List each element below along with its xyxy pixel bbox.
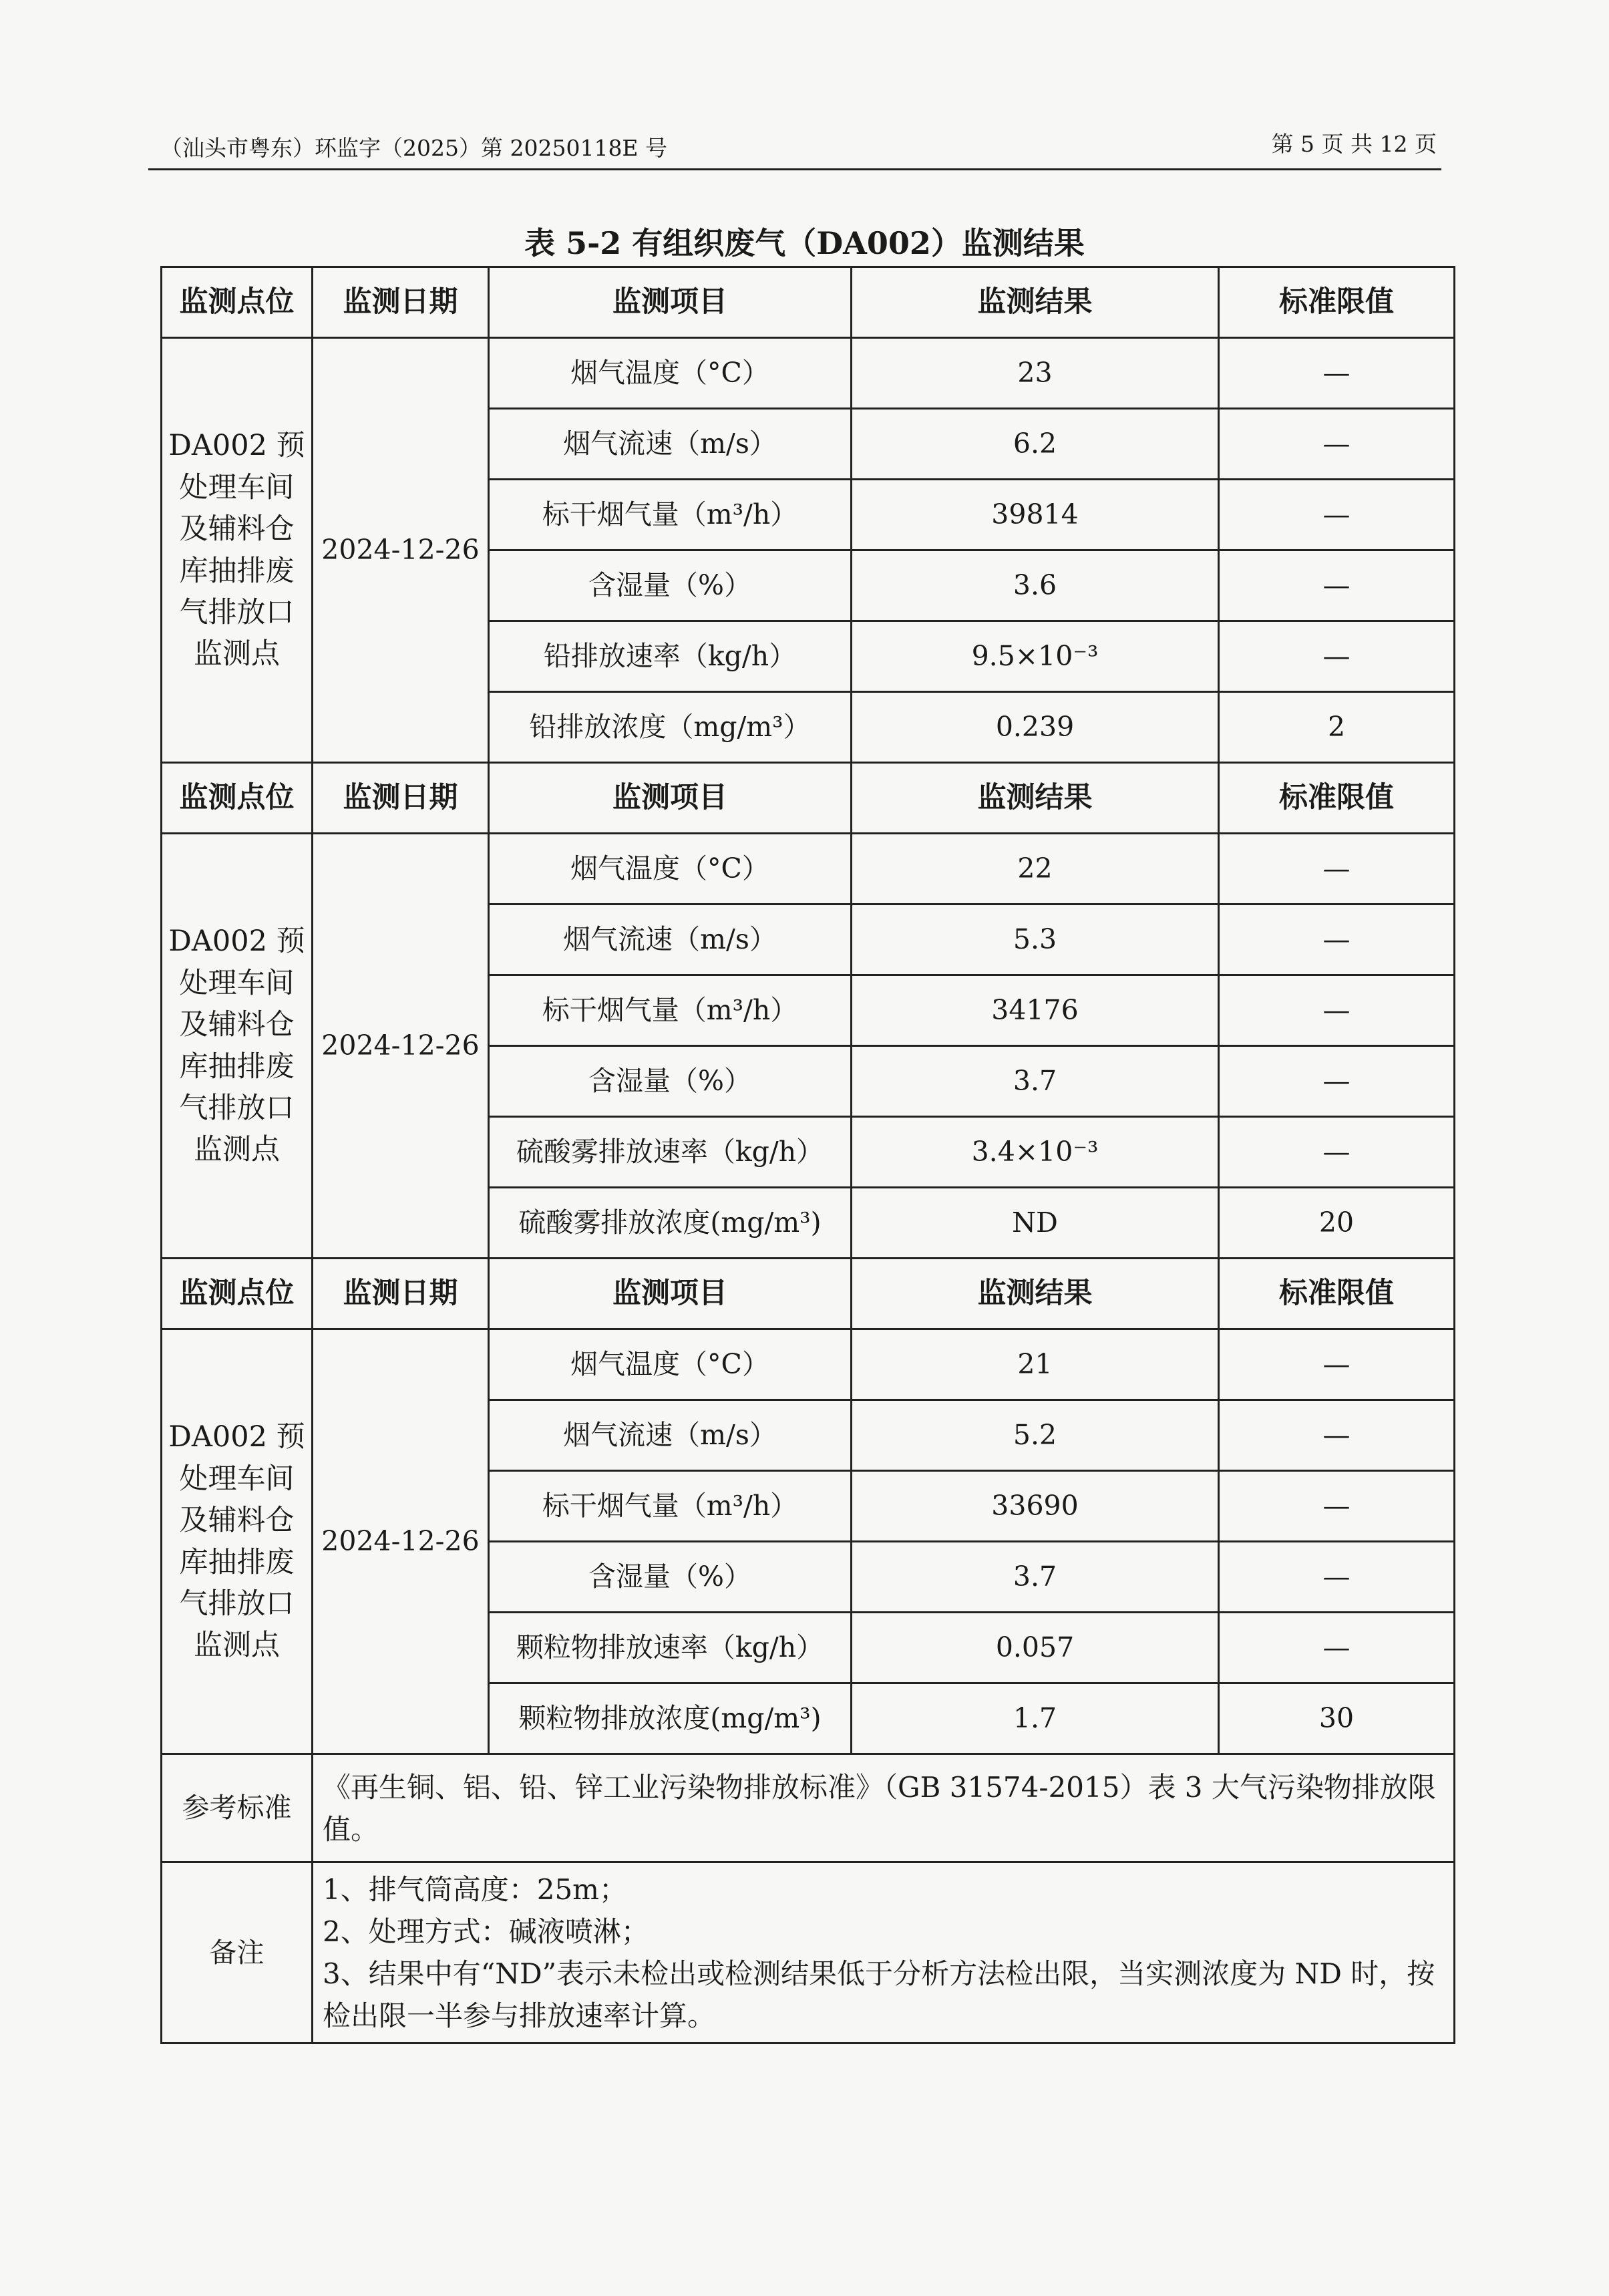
- monitoring-result: 3.7: [852, 1542, 1219, 1613]
- standard-limit: —: [1219, 480, 1455, 550]
- monitoring-result: 0.057: [852, 1613, 1219, 1683]
- remarks-text: [313, 1862, 1455, 2043]
- monitoring-item: 标干烟气量（m³/h）: [489, 480, 852, 550]
- monitoring-result: ND: [852, 1188, 1219, 1259]
- report-number: （汕头市粤东）环监字（2025）第 20250118E 号: [160, 135, 668, 161]
- remarks-row: [162, 1862, 1455, 2043]
- column-header-row: [162, 763, 1455, 834]
- table-title: 表 5-2 有组织废气（DA002）监测结果: [524, 225, 1085, 261]
- monitoring-item: 标干烟气量（m³/h）: [489, 975, 852, 1046]
- column-header: 标准限值: [1219, 763, 1455, 834]
- monitoring-date: 2024-12-26: [313, 834, 489, 1259]
- monitoring-item: 硫酸雾排放浓度(mg/m³): [489, 1188, 852, 1259]
- column-header: 监测项目: [489, 763, 852, 834]
- standard-limit: —: [1219, 905, 1455, 975]
- column-header-row: [162, 267, 1455, 338]
- remark-line: 1、排气筒高度：25m；: [323, 1873, 627, 1906]
- monitoring-item: 颗粒物排放浓度(mg/m³): [489, 1683, 852, 1754]
- monitoring-item: 颗粒物排放速率（kg/h）: [489, 1613, 852, 1683]
- standard-limit: 20: [1219, 1188, 1455, 1259]
- monitoring-date: 2024-12-26: [313, 338, 489, 763]
- monitoring-item: 含湿量（%）: [489, 550, 852, 621]
- standard-limit: 2: [1219, 692, 1455, 763]
- monitoring-item: 硫酸雾排放速率（kg/h）: [489, 1117, 852, 1188]
- column-header: 监测项目: [489, 267, 852, 338]
- remarks-label: 备注: [162, 1862, 313, 2043]
- standard-limit: —: [1219, 1542, 1455, 1613]
- monitoring-item: 烟气温度（°C）: [489, 1329, 852, 1400]
- monitoring-result: 0.239: [852, 692, 1219, 763]
- table-row: [162, 338, 1455, 409]
- monitoring-item: 含湿量（%）: [489, 1046, 852, 1117]
- column-header: 监测日期: [313, 267, 489, 338]
- standard-limit: —: [1219, 1046, 1455, 1117]
- monitoring-item: 烟气温度（°C）: [489, 338, 852, 409]
- page-indicator: 第 5 页 共 12 页: [1271, 131, 1437, 157]
- monitoring-result: 21: [852, 1329, 1219, 1400]
- column-header: 标准限值: [1219, 1259, 1455, 1329]
- column-header: 监测结果: [852, 763, 1219, 834]
- monitoring-result: 6.2: [852, 409, 1219, 480]
- reference-text: 《再生铜、铝、铅、锌工业污染物排放标准》（GB 31574-2015）表 3 大气污染物排放限值。: [313, 1754, 1455, 1862]
- monitoring-location: DA002 预处理车间及辅料仓库抽排废气排放口监测点: [162, 338, 313, 763]
- monitoring-result: 3.7: [852, 1046, 1219, 1117]
- monitoring-result: 5.2: [852, 1400, 1219, 1471]
- standard-limit: —: [1219, 1117, 1455, 1188]
- standard-limit: 30: [1219, 1683, 1455, 1754]
- reference-row: [162, 1754, 1455, 1862]
- monitoring-item: 铅排放速率（kg/h）: [489, 621, 852, 692]
- table-row: [162, 834, 1455, 905]
- reference-label: 参考标准: [162, 1754, 313, 1862]
- monitoring-result: 23: [852, 338, 1219, 409]
- column-header: 监测日期: [313, 763, 489, 834]
- standard-limit: —: [1219, 1471, 1455, 1542]
- standard-limit: —: [1219, 1400, 1455, 1471]
- header-divider: [148, 168, 1441, 170]
- monitoring-result: 33690: [852, 1471, 1219, 1542]
- column-header: 监测点位: [162, 267, 313, 338]
- monitoring-result: 3.4×10⁻³: [852, 1117, 1219, 1188]
- monitoring-date: 2024-12-26: [313, 1329, 489, 1754]
- monitoring-result: 9.5×10⁻³: [852, 621, 1219, 692]
- monitoring-result: 1.7: [852, 1683, 1219, 1754]
- monitoring-item: 标干烟气量（m³/h）: [489, 1471, 852, 1542]
- monitoring-item: 铅排放浓度（mg/m³）: [489, 692, 852, 763]
- column-header: 监测结果: [852, 267, 1219, 338]
- monitoring-item: 烟气温度（°C）: [489, 834, 852, 905]
- monitoring-result: 39814: [852, 480, 1219, 550]
- monitoring-item: 烟气流速（m/s）: [489, 409, 852, 480]
- standard-limit: —: [1219, 621, 1455, 692]
- standard-limit: —: [1219, 409, 1455, 480]
- monitoring-location: DA002 预处理车间及辅料仓库抽排废气排放口监测点: [162, 834, 313, 1259]
- standard-limit: —: [1219, 975, 1455, 1046]
- monitoring-item: 烟气流速（m/s）: [489, 1400, 852, 1471]
- monitoring-result: 3.6: [852, 550, 1219, 621]
- remark-line: 2、处理方式：碱液喷淋；: [323, 1915, 649, 1948]
- monitoring-item: 烟气流速（m/s）: [489, 905, 852, 975]
- monitoring-result: 5.3: [852, 905, 1219, 975]
- monitoring-item: 含湿量（%）: [489, 1542, 852, 1613]
- column-header: 监测点位: [162, 763, 313, 834]
- standard-limit: —: [1219, 550, 1455, 621]
- column-header: 标准限值: [1219, 267, 1455, 338]
- table-row: [162, 1329, 1455, 1400]
- column-header: 监测结果: [852, 1259, 1219, 1329]
- standard-limit: —: [1219, 1329, 1455, 1400]
- column-header: 监测项目: [489, 1259, 852, 1329]
- monitoring-results-table: [160, 266, 1455, 2044]
- standard-limit: —: [1219, 338, 1455, 409]
- column-header: 监测点位: [162, 1259, 313, 1329]
- monitoring-location: DA002 预处理车间及辅料仓库抽排废气排放口监测点: [162, 1329, 313, 1754]
- standard-limit: —: [1219, 1613, 1455, 1683]
- column-header: 监测日期: [313, 1259, 489, 1329]
- monitoring-result: 34176: [852, 975, 1219, 1046]
- remark-line: 3、结果中有“ND”表示未检出或检测结果低于分析方法检出限，当实测浓度为 ND 时，按检出限一半参与排放速率计算。: [323, 1957, 1435, 2032]
- standard-limit: —: [1219, 834, 1455, 905]
- column-header-row: [162, 1259, 1455, 1329]
- monitoring-result: 22: [852, 834, 1219, 905]
